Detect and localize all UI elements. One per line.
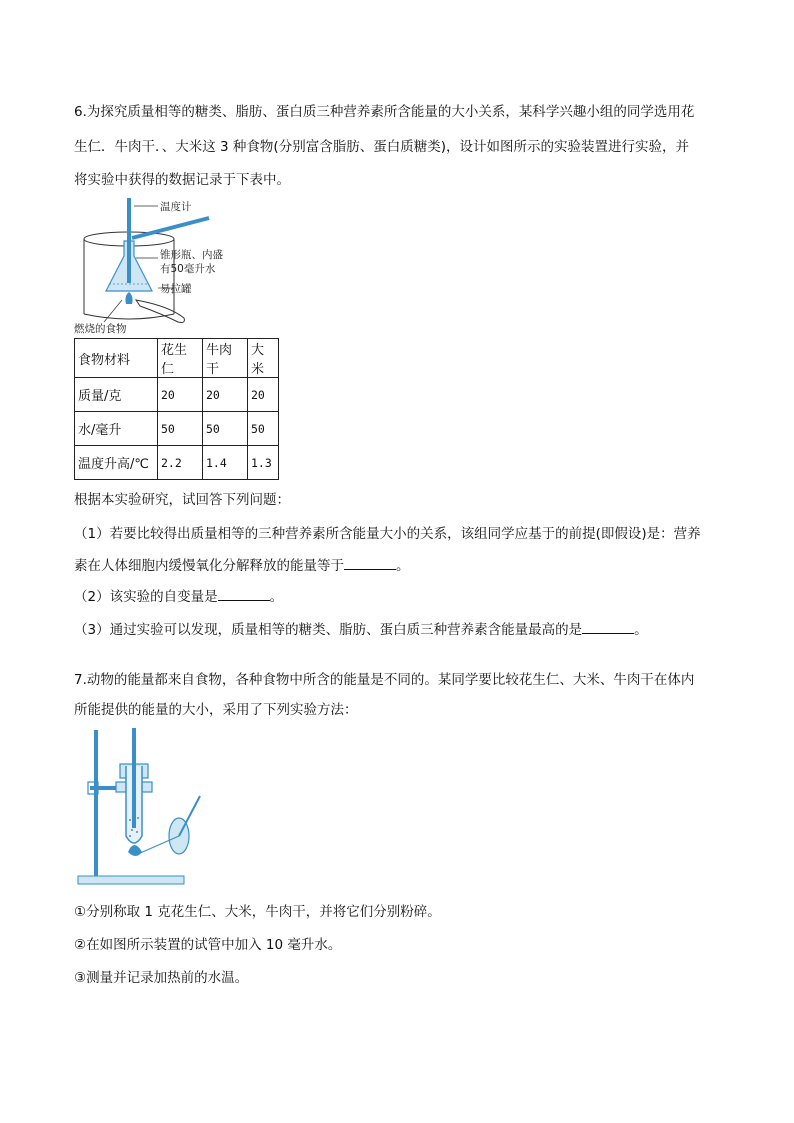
table-cell: 水/毫升 bbox=[75, 412, 158, 446]
label-thermometer: 温度计 bbox=[160, 201, 192, 213]
table-cell: 温度升高/℃ bbox=[75, 446, 158, 480]
q6-sub2-text: （2）该实验的自变量是 bbox=[74, 589, 218, 605]
q7-text-line1: 7.动物的能量都来自食物，各种食物中所含的能量是不同的。某同学要比较花生仁、大米、牛肉干在体内 bbox=[74, 672, 695, 688]
q6-sub1-text: 素在人体细胞内缓慢氧化分解释放的能量等于 bbox=[74, 558, 344, 574]
q6-prompt: 根据本实验研究，试回答下列问题： bbox=[74, 492, 290, 508]
table-cell: 50 bbox=[248, 412, 279, 446]
q7-text-line2: 所能提供的能量的大小，采用了下列实验方法： bbox=[74, 702, 358, 718]
table-cell: 20 bbox=[203, 378, 248, 412]
table-header-cell: 牛肉干 bbox=[203, 339, 248, 378]
q6-data-table bbox=[74, 338, 279, 480]
q7-step1: ①分别称取 1 克花生仁、大米，牛肉干，并将它们分别粉碎。 bbox=[74, 904, 441, 920]
table-header-cell: 花生仁 bbox=[158, 339, 203, 378]
label-can: 易拉罐 bbox=[160, 283, 192, 295]
table-cell: 2.2 bbox=[158, 446, 203, 480]
label-flask-1: 锥形瓶、内盛 bbox=[160, 249, 223, 261]
table-header-cell: 大米 bbox=[248, 339, 279, 378]
table-header-cell: 食物材料 bbox=[75, 339, 158, 378]
table-cell: 1.3 bbox=[248, 446, 279, 480]
table-cell: 20 bbox=[158, 378, 203, 412]
q6-text-line3: 将实验中获得的数据记录于下表中。 bbox=[74, 172, 290, 188]
q6-sub1-line1: （1）若要比较得出质量相等的三种营养素所含能量大小的关系，该组同学应基于的前提(即假设)是：营养 bbox=[74, 526, 701, 542]
q6-sub3-text: （3）通过实验可以发现，质量相等的糖类、脂肪、蛋白质三种营养素含能量最高的是 bbox=[74, 622, 583, 638]
q6-sub3 bbox=[74, 618, 648, 638]
table-cell: 1.4 bbox=[203, 446, 248, 480]
answer-blank[interactable] bbox=[582, 621, 634, 634]
q6-sub2 bbox=[74, 585, 283, 605]
table-cell: 质量/克 bbox=[75, 378, 158, 412]
q6-sub1-line2 bbox=[74, 554, 410, 574]
table-row bbox=[75, 412, 279, 446]
table-header-row bbox=[75, 339, 279, 378]
period: 。 bbox=[269, 589, 284, 605]
answer-blank[interactable] bbox=[218, 588, 270, 601]
table-row bbox=[75, 378, 279, 412]
period: 。 bbox=[634, 622, 648, 638]
period: 。 bbox=[396, 558, 410, 574]
table-cell: 50 bbox=[203, 412, 248, 446]
q7-apparatus-figure bbox=[76, 726, 216, 890]
q7-step3: ③测量并记录加热前的水温。 bbox=[74, 970, 249, 986]
label-food: 燃烧的食物 bbox=[74, 323, 127, 335]
answer-blank[interactable] bbox=[344, 557, 396, 570]
table-cell: 20 bbox=[248, 378, 279, 412]
q6-text-line2: 生仁．牛肉干．、大米这 3 种食物(分别富含脂肪、蛋白质糖类)，设计如图所示的实验装置进行实验，并 bbox=[74, 139, 689, 155]
q6-apparatus-figure bbox=[74, 196, 314, 336]
q7-step2: ②在如图所示装置的试管中加入 10 毫升水。 bbox=[74, 937, 342, 953]
q6-text-line1: 6.为探究质量相等的糖类、脂肪、蛋白质三种营养素所含能量的大小关系，某科学兴趣小组的同学选用花 bbox=[74, 104, 695, 120]
table-row bbox=[75, 446, 279, 480]
table-cell: 50 bbox=[158, 412, 203, 446]
label-flask-2: 有50毫升水 bbox=[160, 263, 216, 275]
